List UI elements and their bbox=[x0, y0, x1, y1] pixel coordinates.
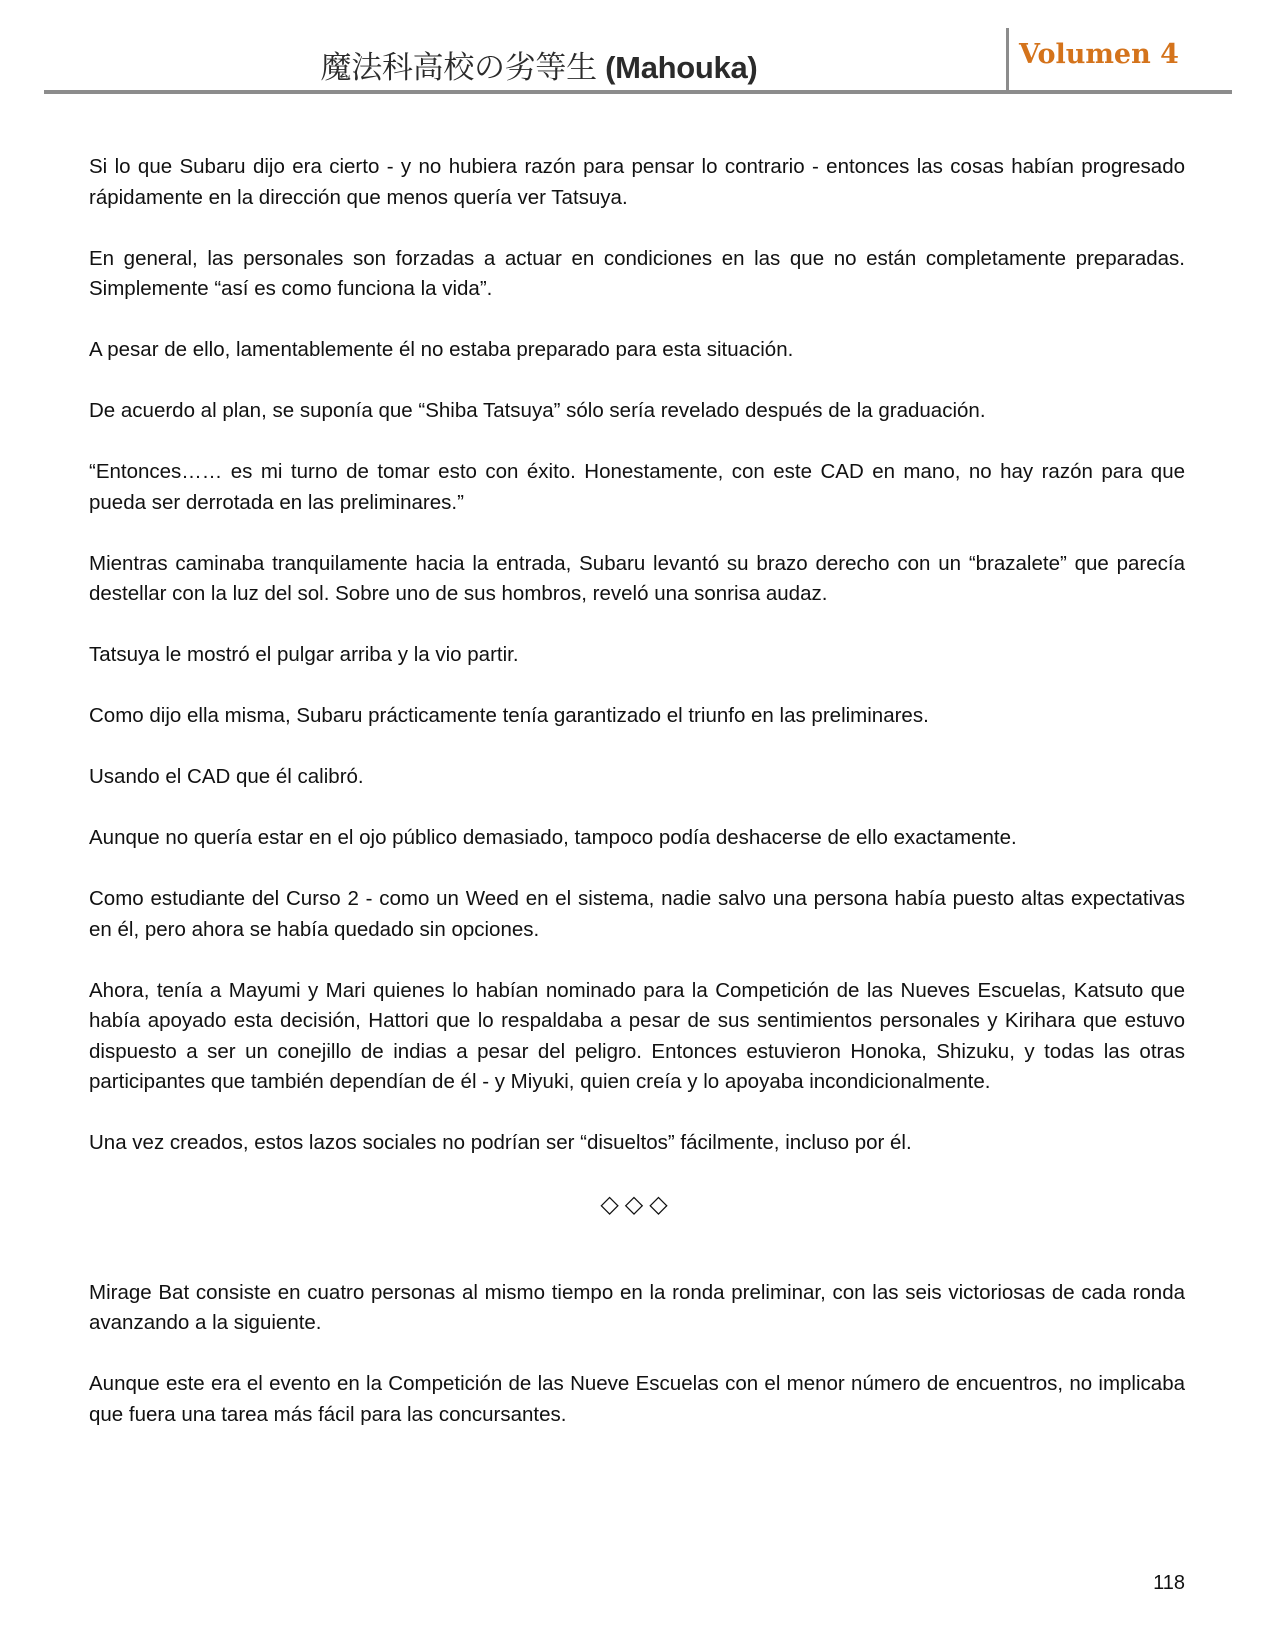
paragraph: Mirage Bat consiste en cuatro personas al mismo tiempo en la ronda preliminar, con las seis victoriosas de cada ronda avanzando a la siguiente. bbox=[89, 1280, 1185, 1334]
scene-break-diamonds-icon: ◇◇◇ bbox=[600, 1190, 674, 1218]
paragraph: Ahora, tenía a Mayumi y Mari quienes lo habían nominado para la Competición de las Nueves Escuelas, Katsuto que había apoyado esta decisión, Hattori que lo respaldaba a pesar de sus sentimientos personales y Kirihara que estuvo dispuesto a ser un conejillo de indias a pesar del peligro. Entonces estuvieron Honoka, Shizuku, y todas las otras participantes que también dependían de él - y Miyuki, quien creía y lo apoyaba incondicionalmente. bbox=[89, 978, 1185, 1093]
header-rule bbox=[44, 90, 1232, 94]
paragraph: Como estudiante del Curso 2 - como un Weed en el sistema, nadie salvo una persona había puesto altas expectativas en él, pero ahora se había quedado sin opciones. bbox=[89, 887, 1185, 941]
paragraph: Aunque este era el evento en la Competición de las Nueve Escuelas con el menor número de encuentros, no implicaba que fuera una tarea más fácil para las concursantes. bbox=[89, 1372, 1185, 1426]
paragraph: Mientras caminaba tranquilamente hacia la entrada, Subaru levantó su brazo derecho con un “brazalete” que parecía destellar con la luz del sol. Sobre uno de sus hombros, reveló una sonrisa audaz. bbox=[89, 551, 1185, 605]
book-title-japanese: 魔法科高校の劣等生 bbox=[320, 50, 597, 85]
paragraph: En general, las personales son forzadas a actuar en condiciones en las que no están completamente preparadas. Simplemente “así es como funciona la vida”. bbox=[89, 246, 1185, 300]
page-header bbox=[44, 28, 1232, 94]
book-title bbox=[269, 42, 809, 87]
paragraph: Tatsuya le mostró el pulgar arriba y la vio partir. bbox=[89, 643, 519, 666]
book-title-latin: (Mahouka) bbox=[605, 50, 758, 85]
volume-label: Volumen 4 bbox=[1019, 39, 1179, 70]
paragraph: Una vez creados, estos lazos sociales no podrían ser “disueltos” fácilmente, incluso por él. bbox=[89, 1131, 912, 1154]
paragraph: Aunque no quería estar en el ojo público demasiado, tampoco podía deshacerse de ello exactamente. bbox=[89, 826, 1017, 849]
page-number: 118 bbox=[1153, 1572, 1185, 1594]
paragraph: Usando el CAD que él calibró. bbox=[89, 765, 364, 788]
paragraph: A pesar de ello, lamentablemente él no estaba preparado para esta situación. bbox=[89, 338, 794, 361]
paragraph: De acuerdo al plan, se suponía que “Shiba Tatsuya” sólo sería revelado después de la graduación. bbox=[89, 399, 986, 422]
page-body bbox=[89, 152, 1185, 1461]
header-vertical-divider bbox=[1006, 28, 1009, 90]
paragraph: Como dijo ella misma, Subaru prácticamente tenía garantizado el triunfo en las preliminares. bbox=[89, 704, 929, 727]
paragraph: “Entonces…… es mi turno de tomar esto con éxito. Honestamente, con este CAD en mano, no hay razón para que pueda ser derrotada en las preliminares.” bbox=[89, 460, 1185, 514]
paragraph: Si lo que Subaru dijo era cierto - y no hubiera razón para pensar lo contrario - entonces las cosas habían progresado rápidamente en la dirección que menos quería ver Tatsuya. bbox=[89, 155, 1185, 209]
